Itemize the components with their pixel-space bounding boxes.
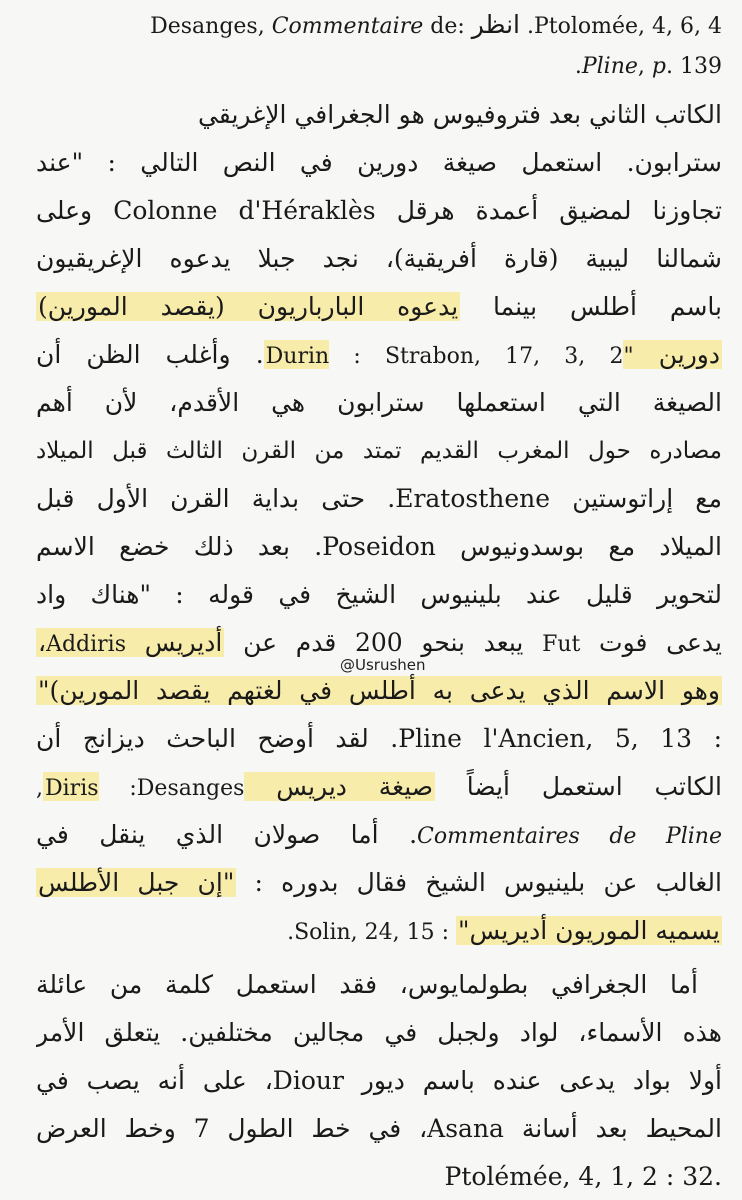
text-line-2: .Pline, p. 139: [574, 54, 722, 79]
highlight-1: يدعوه البارباريون (يقصد المورين): [38, 292, 459, 321]
text-line-18: Commentaires de Pline. أما صولان الذي ينقل في: [36, 820, 722, 849]
text-line-13: لتحوير قليل عند بلينيوس الشيخ في قوله : "هناك واد: [36, 580, 722, 609]
text-line-14: يدعى فوت Fut يبعد بنحو 200 قدم عن أديريس Addiris،: [38, 628, 722, 657]
text-line-24: المحيط بعد أسانة Asana، في خط الطول 7 وخط العرض: [36, 1114, 722, 1143]
highlight-4: وهو الاسم الذي يدعى به أطلس في لغتهم يقصد المورين)": [38, 676, 720, 705]
text-line-10: مصادره حول المغرب القديم تمتد من القرن الثالث قبل الميلاد: [36, 438, 722, 464]
text-line-9: الصيغة التي استعملها سترابون هي الأقدم، لأن أهم: [36, 388, 722, 417]
text-line-25: .Ptolémée, 4, 1, 2 : 32: [444, 1162, 722, 1191]
text-line-3: الكاتب الثاني بعد فتروفيوس هو الجغرافي الإغريقي: [197, 100, 722, 129]
text-line-23: أولا بواد يدعى عنده باسم ديور Diour، على أنه يصب في: [36, 1066, 722, 1095]
text-line-12: الميلاد مع بوسدونيوس Poseidon. بعد ذلك خضع الاسم: [36, 532, 722, 561]
text-line-1: Desanges, Commentaire de: انظر .Ptolomée, 4, 6, 4: [150, 10, 722, 39]
text-line-7: باسم أطلس بينما يدعوه البارباريون (يقصد المورين): [38, 292, 722, 321]
text-line-21: أما الجغرافي بطولمايوس، فقد استعمل كلمة من عائلة: [36, 970, 698, 999]
text-line-17: الكاتب استعمل أيضاً صيغة ديريس Diris :Desanges,: [36, 772, 722, 801]
highlight-7: يسميه الموريون أديريس": [458, 916, 720, 945]
text-line-15: [36, 668, 722, 714]
text-line-8: دورين "Durin : Strabon, 17, 3, 2. وأغلب الظن أن: [36, 340, 721, 369]
highlight-5: صيغة ديريس Diris: [45, 772, 433, 801]
watermark-text: @Usrushen: [340, 656, 426, 674]
text-line-6: شمالنا ليبية (قارة أفريقية)، نجد جبلا يدعوه الإغريقيون: [36, 244, 722, 273]
text-line-4: سترابون. استعمل صيغة دورين في النص التالي : "عند: [36, 148, 722, 177]
highlight-3: أديريس Addiris،: [38, 628, 223, 657]
text-line-22: هذه الأسماء، لواد ولجبل في مجالين مختلفين. يتعلق الأمر: [36, 1018, 722, 1047]
text-line-11: مع إراتوستين Eratosthene. حتى بداية القرن الأول قبل: [36, 484, 722, 513]
highlight-2: دورين "Durin: [265, 340, 721, 369]
text-line-19: الغالب عن بلينيوس الشيخ فقال بدوره : "إن جبل الأطلس: [38, 868, 722, 897]
text-line-20: يسميه الموريون أديريس" : Solin, 24, 15.: [287, 916, 720, 945]
text-line-16: : Pline l'Ancien, 5, 13. لقد أوضح الباحث ديزانج أن: [36, 724, 722, 753]
highlight-6: "إن جبل الأطلس: [38, 868, 235, 897]
text-line-5: تجاوزنا لمضيق أعمدة هرقل Colonne d'Héraklès وعلى: [36, 196, 722, 225]
